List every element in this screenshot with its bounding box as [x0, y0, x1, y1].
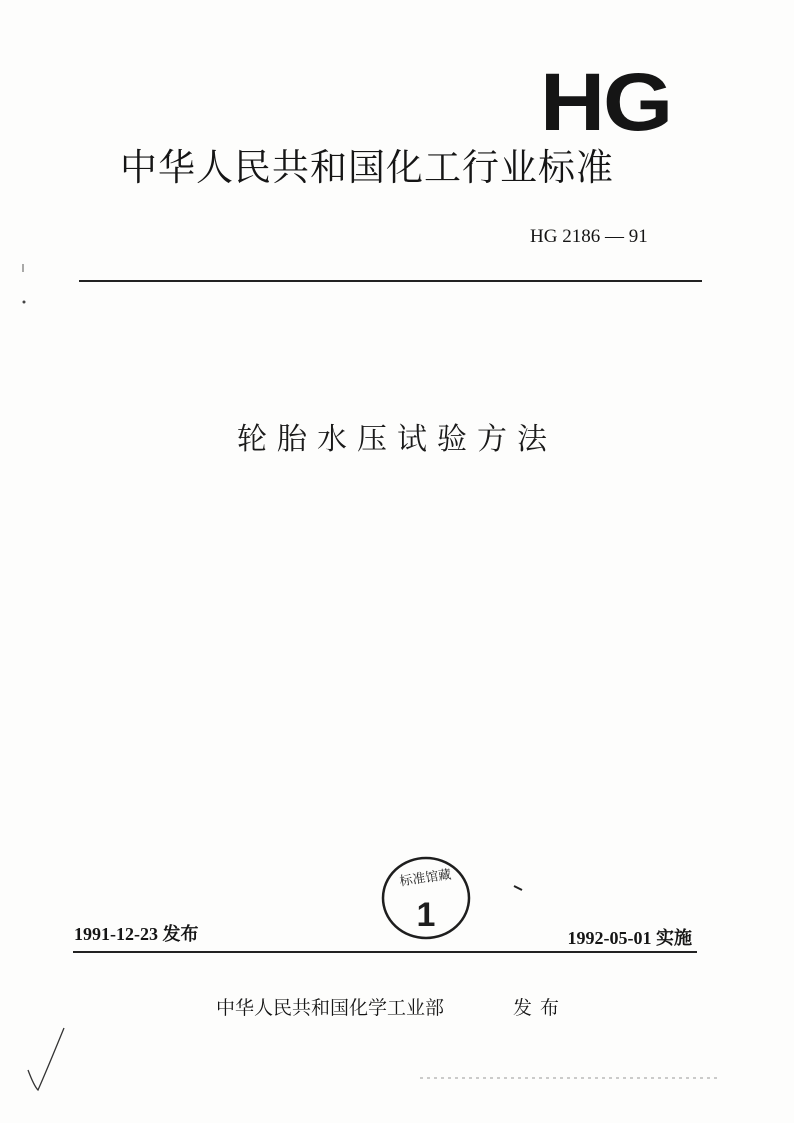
publisher-action: 发布: [513, 997, 568, 1019]
header-divider: [79, 280, 702, 282]
scan-speck-icon: [18, 260, 30, 310]
handwritten-check-icon: [20, 1020, 70, 1100]
issue-date: 1991-12-23 发布: [74, 924, 199, 944]
standard-organization-title: 中华人民共和国化工行业标准: [120, 146, 614, 189]
document-title: 轮胎水压试验方法: [237, 422, 557, 457]
publisher-name: 中华人民共和国化学工业部: [216, 997, 445, 1019]
stamp-text: 标准馆藏: [398, 867, 453, 890]
library-stamp-icon: [378, 852, 474, 942]
scan-noise-icon: [420, 1074, 720, 1082]
hg-logo: HG: [540, 57, 671, 148]
stamp-number: 1: [416, 896, 436, 934]
effective-date: 1992-05-01 实施: [567, 928, 692, 948]
footer-divider: [73, 951, 697, 953]
scan-speck-icon: [510, 880, 540, 900]
standard-code: HG 2186 — 91: [530, 226, 648, 247]
